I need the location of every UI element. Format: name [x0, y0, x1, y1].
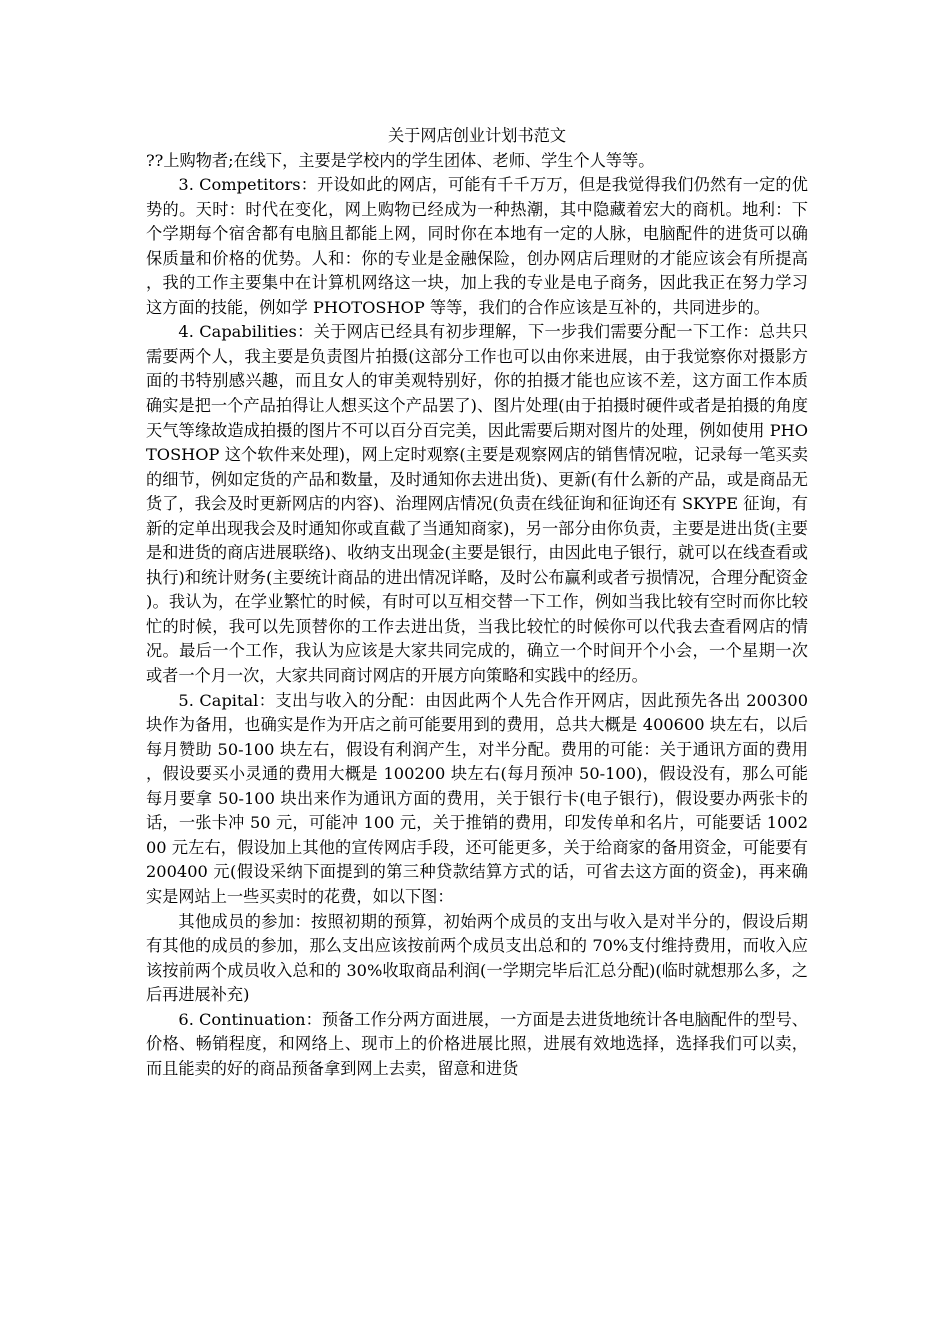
paragraph-capabilities: 4. Capabilities：关于网店已经具有初步理解，下一步我们需要分配一下工作：总共只需要两个人，我主要是负责图片拍摄(这部分工作也可以由你来进展，由于我觉察你对摄影方面的书特别感兴趣，而且女人的审美观特别好，你的拍摄才能也应该不差，这方面工作本质确实是把一个产品拍得让人想买这个产品罢了)、图片处理(由于拍摄时硬件或者是拍摄的角度天气等缘故造成拍摄的图片不可以百分百完美，因此需要后期对图片的处理，例如使用 PHOTOSHOP 这个软件来处理)，网上定时观察(主要是观察网店的销售情况啦，记录每一笔买卖的细节，例如定货的产品和数量，及时通知你去进出货)、更新(有什么新的产品，或是商品无货了，我会及时更新网店的内容)、治理网店情况(负责在线征询和征询还有 SKYPE 征询，有新的定单出现我会及时通知你或直截了当通知商家)，另一部分由你负责，主要是进出货(主要是和进货的商店进展联络)、收纳支出现金(主要是银行，由因此电子银行，就可以在线查看或执行)和统计财务(主要统计商品的进出情况详略，及时公布赢利或者亏损情况，合理分配资金)。我认为，在学业繁忙的时候，有时可以互相交替一下工作，例如当我比较有空时而你比较忙的时候，我可以先顶替你的工作去进出货，当我比较忙的时候你可以代我去查看网店的情况。最后一个工作，我认为应该是大家共同完成的，确立一个时间开个小会，一个星期一次或者一个月一次，大家共同商讨网店的开展方向策略和实践中的经历。 — [146, 322, 809, 686]
paragraph-competitors: 3. Competitors：开设如此的网店，可能有千千万万，但是我觉得我们仍然有一定的优势的。天时：时代在变化，网上购物已经成为一种热潮，其中隐藏着宏大的商机。地利：下个学期每个宿舍都有电脑且都能上网，同时你在本地有一定的人脉，电脑配件的进货可以确保质量和价格的优势。人和：你的专业是金融保险，创办网店后理财的才能应该会有所提高，我的工作主要集中在计算机网络这一块，加上我的专业是电子商务，因此我正在努力学习这方面的技能，例如学 PHOTOSHOP 等等，我们的合作应该是互补的，共同进步的。 — [146, 175, 808, 317]
paragraph-continuation: 6. Continuation：预备工作分两方面进展，一方面是去进货地统计各电脑配件的型号、价格、畅销程度，和网络上、现市上的价格进展比照，进展有效地选择，选择我们可以卖，而且能卖的好的商品预备拿到网上去卖，留意和进货 — [146, 1009, 808, 1078]
paragraph-capital: 5. Capital：支出与收入的分配：由因此两个人先合作开网店，因此预先各出 200300 块作为备用，也确实是作为开店之前可能要用到的费用，总共大概是 400600 块左右，以后每月赞助 50-100 块左右，假设有利润产生，对半分配。费用的可能：关于通讯方面的费用，假设要买小灵通的费用大概是 100200 块左右(每月预冲 50-100)，假设没有，那么可能每月要拿 50-100 块出来作为通讯方面的费用，关于银行卡(电子银行)，假设要办两张卡的话，一张卡冲 50 元，可能冲 100 元，关于推销的费用，印发传单和名片，可能要话 100200 元左右，假设加上其他的宣传网店手段，还可能更多，关于给商家的备用资金，可能要有 200400 元(假设采纳下面提到的第三种贷款结算方式的话，可省去这方面的资金)，再来确实是网站上一些买卖时的花费，如以下图： — [146, 690, 808, 906]
document-page — [146, 124, 808, 1081]
document-title: 关于网店创业计划书范文 — [387, 126, 567, 145]
paragraph-intro-continuation: ??上购物者;在线下，主要是学校内的学生团体、老师、学生个人等等。 — [146, 150, 655, 170]
paragraph-other-members: 其他成员的参加：按照初期的预算，初始两个成员的支出与收入是对半分的，假设后期有其他的成员的参加，那么支出应该按前两个成员支出总和的 70%支付维持费用，而收入应该按前两个成员收入总和的 30%收取商品利润(一学期完毕后汇总分配)(临时就想那么多，之后再进展补充) — [146, 911, 808, 1005]
